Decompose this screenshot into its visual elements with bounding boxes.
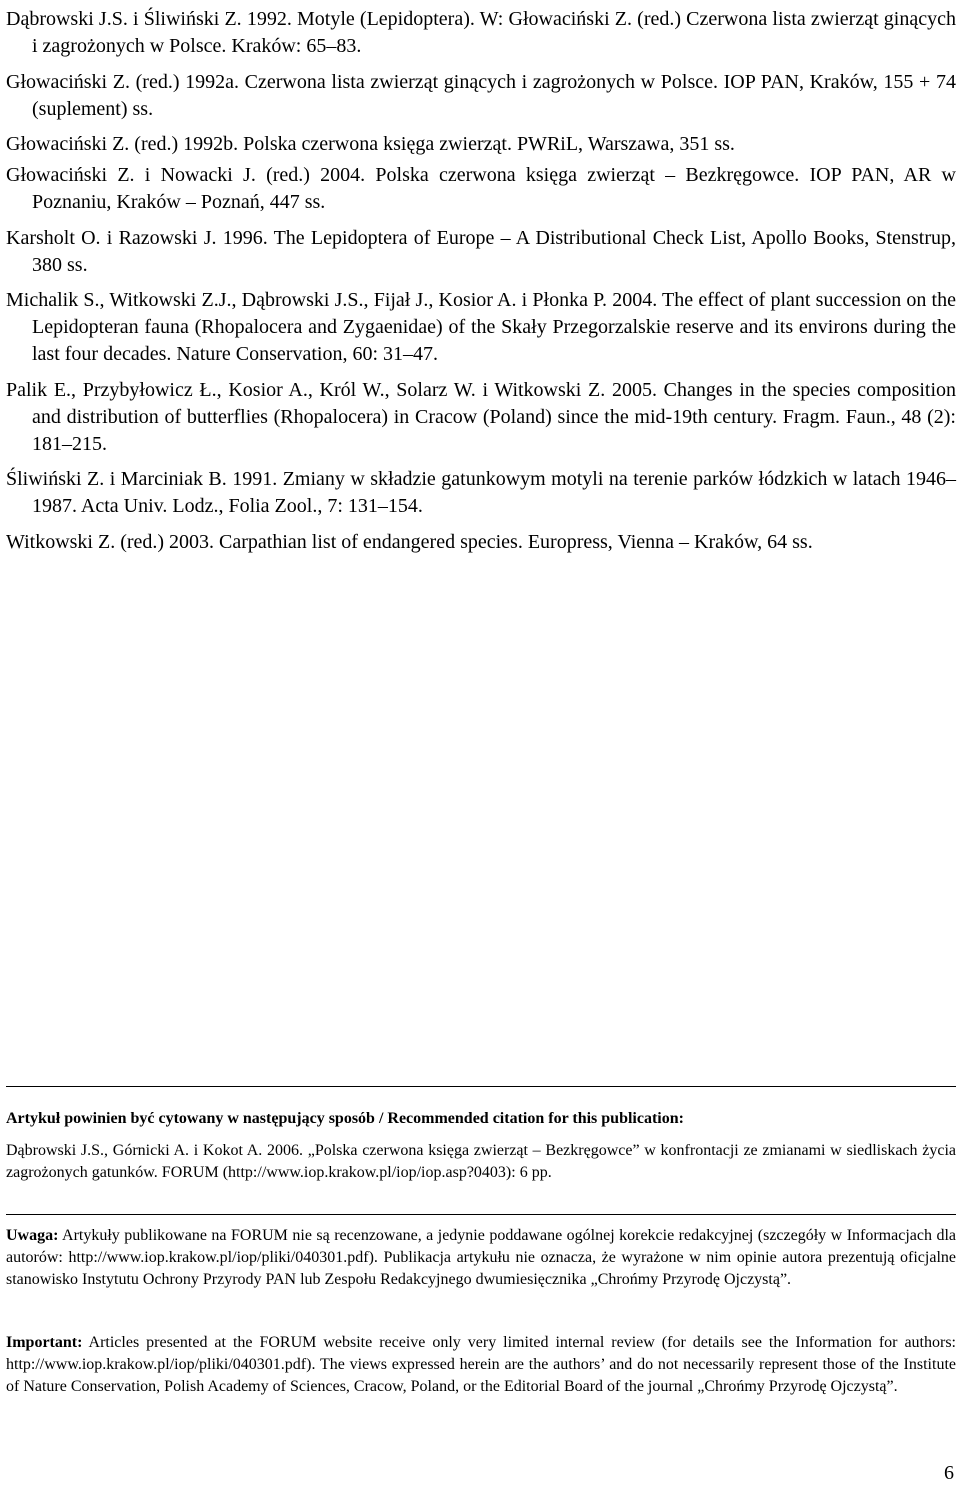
divider [6,1086,956,1087]
page-number: 6 [944,1462,954,1484]
reference-item: Witkowski Z. (red.) 2003. Carpathian list of endangered species. Europress, Vienna – Kraków, 64 ss. [6,530,813,553]
notice-label: Important: [6,1334,83,1351]
divider [6,1214,956,1215]
reference-item: Głowaciński Z. (red.) 1992a. Czerwona lista zwierząt ginących i zagrożonych w Polsce. IOP PAN, Kraków, 155 + 74 (suplement) ss. [6,70,956,120]
notice-text: Articles presented at the FORUM website receive only very limited internal review (for details see the Information for authors: http://www.iop.krakow.pl/iop/pliki/040301.pdf). The views expressed herein are the authors’ and do not necessarily represent those of the Institute of Nature Conservation, Polish Academy of Sciences, Cracow, Poland, or the Editorial Board of the journal „Chrońmy Przyrodę Ojczystą”. [6,1334,956,1395]
reference-item: Dąbrowski J.S. i Śliwiński Z. 1992. Motyle (Lepidoptera). W: Głowaciński Z. (red.) Czerwona lista zwierząt ginących i zagrożonych w Polsce. Kraków: 65–83. [6,8,956,57]
citation-block [6,1108,956,1184]
reference-item: Głowaciński Z. (red.) 1992b. Polska czerwona księga zwierząt. PWRiL, Warszawa, 351 ss. [6,133,735,155]
citation-text: Dąbrowski J.S., Górnicki A. i Kokot A. 2006. „Polska czerwona księga zwierząt – Bezkręgowce” w konfrontacji ze zmianami w siedliskach życia zagrożonych gatunków. FORUM (http://www.iop.krakow.pl/iop/iop.asp?0403): 6 pp. [6,1142,956,1181]
reference-list [6,6,956,564]
reference-item: Palik E., Przybyłowicz Ł., Kosior A., Król W., Solarz W. i Witkowski Z. 2005. Changes in the species composition and distribution of butterflies (Rhopalocera) in Cracow (Poland) since the mid-19th century. Fragm. Faun., 48 (2): 181–215. [6,378,956,455]
notice-polish [6,1225,956,1291]
reference-item: Michalik S., Witkowski Z.J., Dąbrowski J.S., Fijał J., Kosior A. i Płonka P. 2004. The effect of plant succession on the Lepidopteran fauna (Rhopalocera and Zygaenidae) of the Skały Przegorzalskie reserve and its environs during the last four decades. Nature Conservation, 60: 31–47. [6,289,956,365]
citation-heading: Artykuł powinien być cytowany w następujący sposób / Recommended citation for this publication: [6,1110,684,1127]
reference-item: Karsholt O. i Razowski J. 1996. The Lepidoptera of Europe – A Distributional Check List, Apollo Books, Stenstrup, 380 ss. [6,226,956,276]
notice-label: Uwaga: [6,1227,59,1244]
reference-item: Głowaciński Z. i Nowacki J. (red.) 2004. Polska czerwona księga zwierząt – Bezkręgowce. IOP PAN, AR w Poznaniu, Kraków – Poznań, 447 ss. [6,164,956,213]
notice-english [6,1332,956,1398]
reference-item: Śliwiński Z. i Marciniak B. 1991. Zmiany w składzie gatunkowym motyli na terenie parków łódzkich w latach 1946–1987. Acta Univ. Lodz., Folia Zool., 7: 131–154. [6,468,956,517]
notice-text: Artykuły publikowane na FORUM nie są recenzowane, a jedynie poddawane ogólnej korekcie redakcyjnej (szczegóły w Informacjach dla autorów: http://www.iop.krakow.pl/iop/pliki/040301.pdf). Publikacja artykułu nie oznacza, że wyrażone w nim opinie autora prezentują oficjalne stanowisko Instytutu Ochrony Przyrody PAN lub Zespołu Redakcyjnego dwumiesięcznika „Chrońmy Przyrodę Ojczystą”. [6,1227,956,1288]
